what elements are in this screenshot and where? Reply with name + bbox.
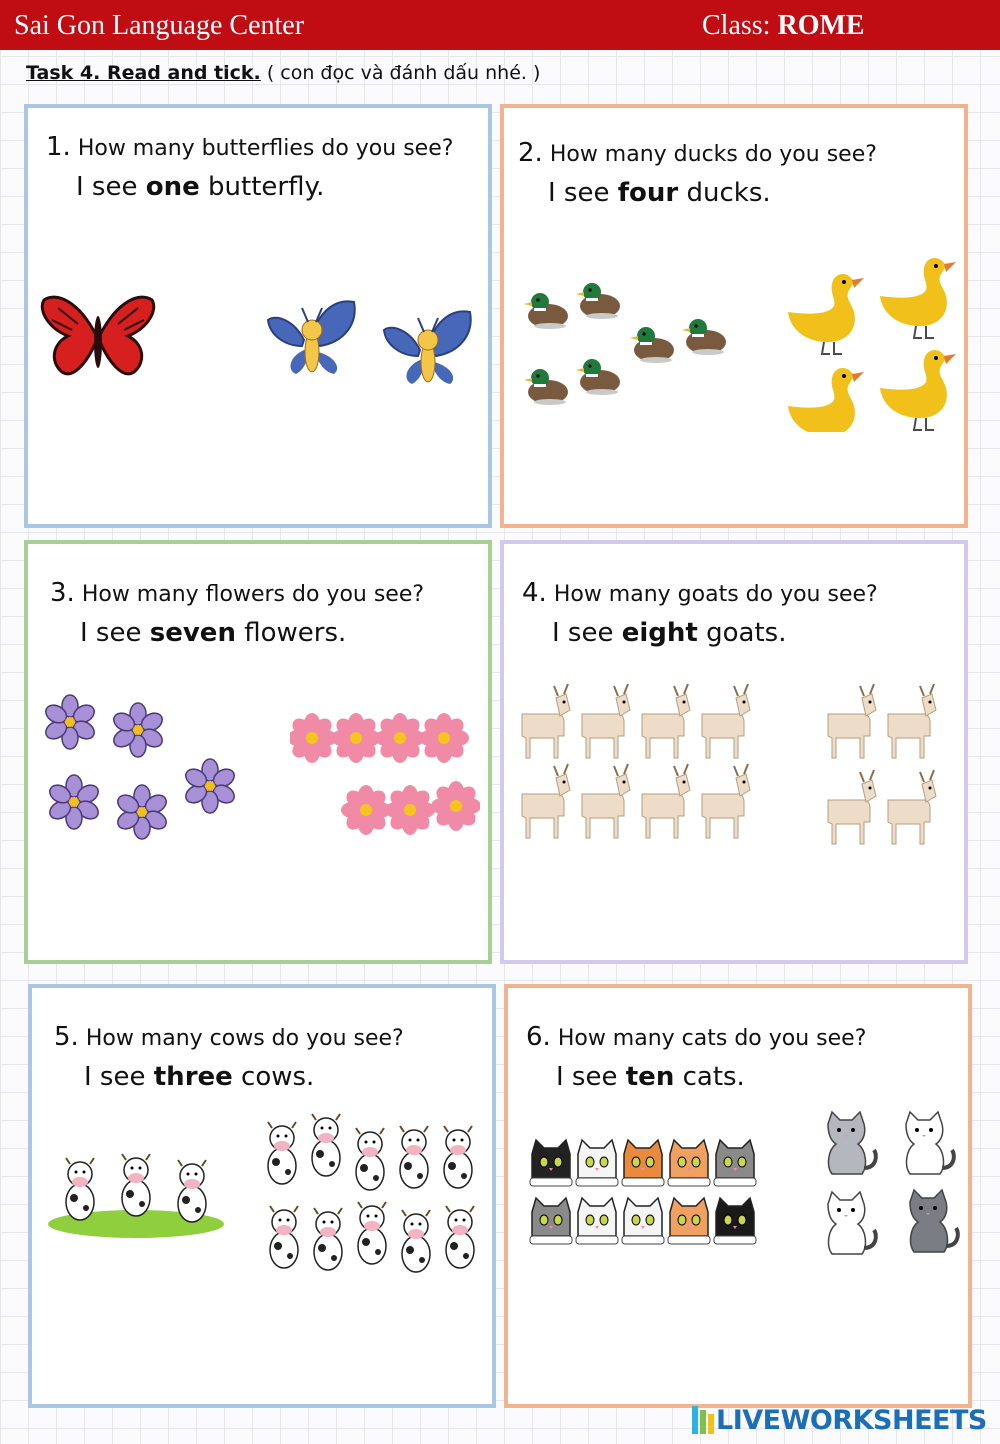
panel-flowers <box>24 540 492 964</box>
goat-icon <box>642 684 690 758</box>
pink-flower-icon <box>290 713 337 763</box>
cow-icon <box>270 1206 298 1268</box>
yellow-duck-icon <box>788 368 864 432</box>
answer-2 <box>548 178 771 208</box>
answer-pre: I see <box>76 172 146 202</box>
eight-goats-option[interactable] <box>514 684 754 840</box>
answer-word: seven <box>149 618 236 648</box>
worksheet-header <box>0 0 1000 50</box>
question-1 <box>46 132 453 162</box>
question-3 <box>50 578 424 608</box>
answer-word: four <box>617 178 679 208</box>
black-cat-icon <box>714 1198 756 1244</box>
panel-cows <box>28 984 496 1408</box>
goat-icon <box>828 770 876 844</box>
gray-cat-icon <box>714 1140 756 1186</box>
task-title: Task 4. Read and tick. <box>26 62 261 84</box>
pink-flower-icon <box>385 785 435 835</box>
question-number: 3. <box>50 578 75 608</box>
answer-post: flowers. <box>235 618 347 648</box>
yellow-duck-icon <box>880 350 956 430</box>
three-cows-option[interactable] <box>46 1148 226 1240</box>
pink-flowers-option[interactable] <box>290 710 480 852</box>
goat-icon <box>642 764 690 838</box>
liveworksheets-logo <box>692 1402 987 1438</box>
mallard-duck-icon <box>576 359 620 395</box>
answer-word: ten <box>625 1062 675 1092</box>
answer-post: butterfly. <box>199 172 325 202</box>
cow-icon <box>358 1202 386 1264</box>
cow-icon <box>268 1122 296 1184</box>
pink-flower-icon <box>419 713 469 763</box>
goat-icon <box>522 764 570 838</box>
answer-word: one <box>145 172 200 202</box>
orange-cat-icon <box>668 1198 710 1244</box>
cow-icon <box>178 1160 206 1222</box>
question-number: 1. <box>46 132 71 162</box>
liveworksheets-brand: LIVEWORKSHEETS <box>716 1404 987 1436</box>
answer-post: ducks. <box>678 178 771 208</box>
mallard-ducks-option[interactable] <box>518 272 728 416</box>
gray-cat-icon <box>910 1190 958 1252</box>
yellow-duck-icon <box>880 258 956 338</box>
purple-flower-icon <box>183 759 238 813</box>
answer-3 <box>80 618 346 648</box>
question-2 <box>518 138 877 168</box>
purple-flower-icon <box>115 785 170 839</box>
gray-cat-icon <box>828 1112 876 1174</box>
question-4 <box>522 578 878 608</box>
school-name: Sai Gon Language Center <box>14 10 305 41</box>
answer-pre: I see <box>548 178 618 208</box>
liveworksheets-icon <box>692 1406 714 1434</box>
goat-icon <box>582 764 630 838</box>
answer-word: three <box>153 1062 233 1092</box>
task-instruction <box>26 62 540 84</box>
mallard-duck-icon <box>630 327 674 363</box>
white-cat-icon <box>906 1112 954 1174</box>
class-name: ROME <box>777 10 865 41</box>
pink-flower-icon <box>341 785 391 835</box>
four-goats-option[interactable] <box>820 684 940 848</box>
red-butterfly-option[interactable] <box>38 290 158 384</box>
yellow-ducks-option[interactable] <box>784 248 960 432</box>
answer-pre: I see <box>556 1062 626 1092</box>
white-cat-icon <box>576 1198 618 1244</box>
mallard-duck-icon <box>524 293 568 329</box>
goat-icon <box>582 684 630 758</box>
cow-icon <box>402 1210 430 1272</box>
answer-6 <box>556 1062 745 1092</box>
orange-cat-icon <box>668 1140 710 1186</box>
purple-flower-icon <box>111 703 166 757</box>
pink-flower-icon <box>331 713 381 763</box>
gray-cat-icon <box>530 1198 572 1244</box>
panel-cats <box>504 984 972 1408</box>
question-text: How many butterflies do you see? <box>77 136 454 161</box>
answer-1 <box>76 172 324 202</box>
goat-icon <box>702 764 750 838</box>
class-label <box>702 10 865 42</box>
question-text: How many goats do you see? <box>553 582 878 607</box>
many-cows-option[interactable] <box>260 1108 488 1278</box>
orange-cat-icon <box>622 1140 664 1186</box>
question-number: 6. <box>526 1022 551 1052</box>
class-label-text: Class: <box>702 10 778 41</box>
answer-pre: I see <box>80 618 150 648</box>
cow-icon <box>400 1126 428 1188</box>
ten-cats-option[interactable] <box>528 1132 764 1250</box>
goat-icon <box>702 684 750 758</box>
cow-icon <box>314 1208 342 1270</box>
question-6 <box>526 1022 866 1052</box>
purple-flower-icon <box>43 695 98 749</box>
question-text: How many ducks do you see? <box>549 142 877 167</box>
blue-butterflies-option[interactable] <box>264 294 476 394</box>
cow-icon <box>446 1206 474 1268</box>
mallard-duck-icon <box>576 283 620 319</box>
answer-5 <box>84 1062 314 1092</box>
question-5 <box>54 1022 404 1052</box>
purple-flower-icon <box>47 775 102 829</box>
cow-icon <box>122 1154 150 1216</box>
question-number: 2. <box>518 138 543 168</box>
question-text: How many cats do you see? <box>557 1026 867 1051</box>
answer-4 <box>552 618 786 648</box>
mallard-duck-icon <box>524 369 568 405</box>
answer-post: goats. <box>697 618 787 648</box>
yellow-duck-icon <box>788 274 864 354</box>
cow-icon <box>356 1128 384 1190</box>
panel-butterflies <box>24 104 492 528</box>
panel-ducks <box>500 104 968 528</box>
answer-word: eight <box>621 618 698 648</box>
task-note: ( con đọc và đánh dấu nhé. ) <box>260 62 541 84</box>
white-cat-icon <box>828 1192 876 1254</box>
cow-icon <box>444 1126 472 1188</box>
answer-post: cows. <box>232 1062 315 1092</box>
white-cat-icon <box>576 1140 618 1186</box>
question-text: How many cows do you see? <box>85 1026 404 1051</box>
red-butterfly-icon <box>42 297 153 374</box>
goat-icon <box>888 684 936 758</box>
pink-flower-icon <box>375 713 425 763</box>
question-number: 5. <box>54 1022 79 1052</box>
mallard-duck-icon <box>682 319 726 355</box>
goat-icon <box>828 684 876 758</box>
cow-icon <box>66 1158 94 1220</box>
purple-flowers-option[interactable] <box>42 694 242 846</box>
four-cats-option[interactable] <box>818 1108 968 1260</box>
goat-icon <box>522 684 570 758</box>
answer-pre: I see <box>552 618 622 648</box>
answer-pre: I see <box>84 1062 154 1092</box>
cow-icon <box>312 1114 340 1176</box>
blue-butterfly-icon <box>268 301 355 374</box>
panel-goats <box>500 540 968 964</box>
question-number: 4. <box>522 578 547 608</box>
answer-post: cats. <box>674 1062 745 1092</box>
black-cat-icon <box>530 1140 572 1186</box>
pink-flower-icon <box>431 781 480 831</box>
question-text: How many flowers do you see? <box>81 582 425 607</box>
white-cat-icon <box>622 1198 664 1244</box>
blue-butterfly-icon <box>384 311 471 384</box>
goat-icon <box>888 770 936 844</box>
